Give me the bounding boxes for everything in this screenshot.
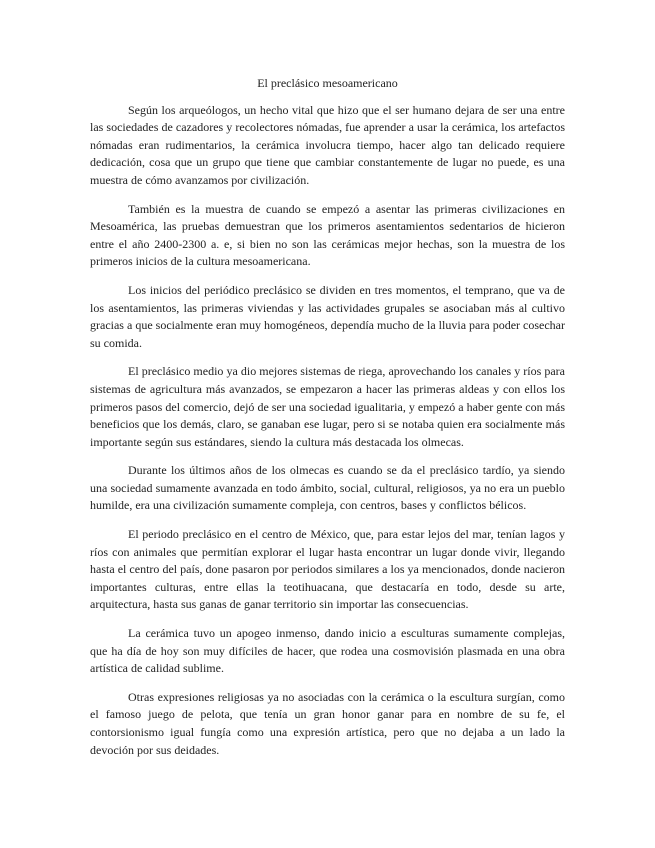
paragraph-7: La cerámica tuvo un apogeo inmenso, dando inicio a esculturas sumamente complejas, que ha día de hoy son muy difíciles de hacer, que rodea una cosmovisión plasmada en una obra artística de calidad sublime. bbox=[90, 626, 565, 676]
paragraph-5: Durante los últimos años de los olmecas es cuando se da el preclásico tardío, ya siendo una sociedad sumamente avanzada en todo ámbito, social, cultural, religiosos, ya no era un pueblo humilde, era una civilización sumamente compleja, con centros, bases y conflictos bélicos. bbox=[90, 463, 565, 513]
paragraph-2: También es la muestra de cuando se empezó a asentar las primeras civilizaciones en Mesoamérica, las pruebas demuestran que los primeros asentamientos sedentarios de hicieron entre el año 2400-2300 a. e, si bien no son las cerámicas mejor hechas, son la muestra de los primeros inicios de la cultura mesoamericana. bbox=[90, 201, 565, 269]
document-page bbox=[90, 75, 565, 770]
paragraph-1: Según los arqueólogos, un hecho vital que hizo que el ser humano dejara de ser una entre las sociedades de cazadores y recolectores nómadas, fue aprender a usar la cerámica, los artefactos nómadas eran rudimentarios, la cerámica involucra tiempo, hacer algo tan delicado requiere dedicación, cosa que un grupo que tiene que cambiar constantemente de lugar no puede, es una muestra de cómo avanzamos por civilización. bbox=[90, 102, 565, 187]
paragraph-6: El periodo preclásico en el centro de México, que, para estar lejos del mar, tenían lagos y ríos con animales que permitían explorar el lugar hasta encontrar un lugar donde vivir, llegando hasta el centro del país, done pasaron por periodos similares a los ya mencionados, donde nacieron importantes culturas, entre ellas la teotihuacana, que destacaría en todo, desde su arte, arquitectura, hasta sus ganas de ganar territorio sin importar las consecuencias. bbox=[90, 527, 565, 612]
paragraph-3: Los inicios del periódico preclásico se dividen en tres momentos, el temprano, que va de los asentamientos, las primeras viviendas y las actividades grupales se asociaban más al cultivo gracias a que socialmente eran muy homogéneos, dependía mucho de la lluvia para poder cosechar su comida. bbox=[90, 282, 565, 350]
document-title: El preclásico mesoamericano bbox=[257, 76, 398, 90]
paragraph-8: Otras expresiones religiosas ya no asociadas con la cerámica o la escultura surgían, como el famoso juego de pelota, que tenía un gran honor ganar para en nombre de su fe, el contorsionismo igual fungía como una expresión artística, pero que no dejaba a un lado la devoción por sus deidades. bbox=[90, 689, 565, 757]
paragraph-4: El preclásico medio ya dio mejores sistemas de riega, aprovechando los canales y ríos para sistemas de agricultura más avanzados, se empezaron a hacer las primeras aldeas y con ellos los primeros pasos del comercio, dejó de ser una sociedad igualitaria, y empezó a haber gente con más beneficios que los demás, claro, se ganaban ese lugar, pero si se notaba quien era socialmente más importante según sus estándares, siendo la cultura más destacada los olmecas. bbox=[90, 364, 565, 449]
